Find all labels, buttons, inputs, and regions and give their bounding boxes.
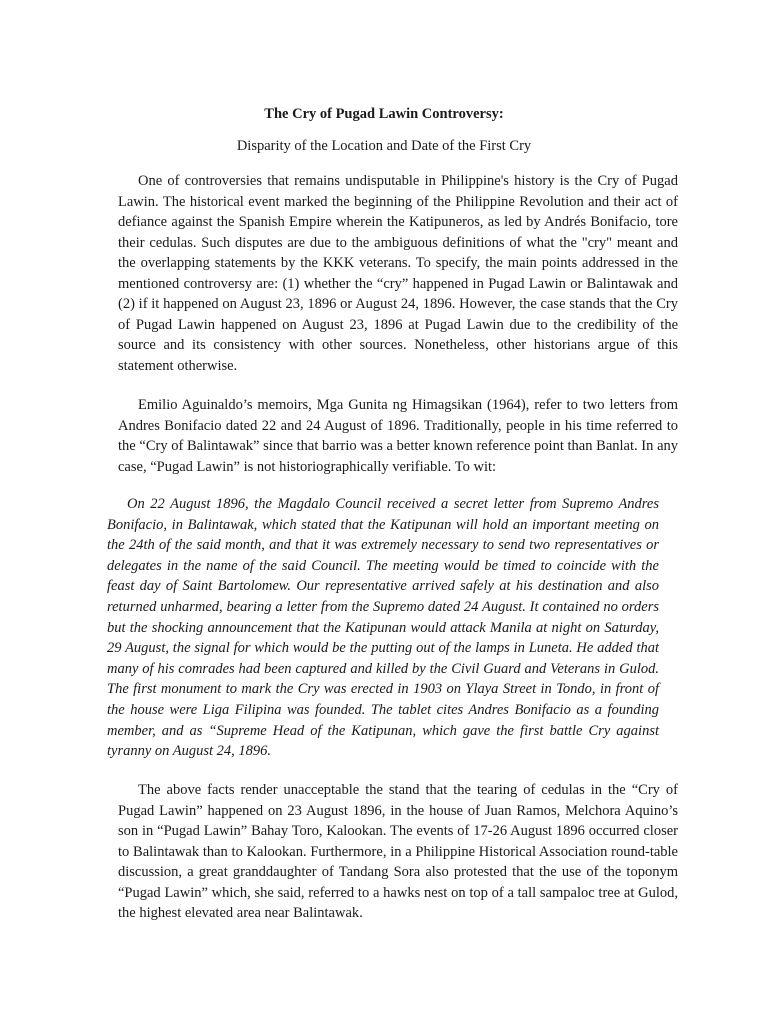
document-subtitle: Disparity of the Location and Date of the First Cry (236, 138, 532, 154)
paragraph-intro: One of controversies that remains undisputable in Philippine's history is the Cry of Pugad Lawin. The historical event marked the beginning of the Philippine Revolution and their act of defiance against the Spanish Empire wherein the Katipuneros, as led by Andrés Bonifacio, tore their cedulas. Such disputes are due to the ambiguous definitions of what the "cry" meant and the overlapping statements by the KKK veterans. To specify, the main points addressed in the mentioned controversy are: (1) whether the “cry” happened in Pugad Lawin or Balintawak and (2) if it happened on August 23, 1896 or August 24, 1896. However, the case stands that the Cry of Pugad Lawin happened on August 23, 1896 at Pugad Lawin due to the credibility of the source and its consistency with other sources. Nonetheless, other historians argue of this statement otherwise. (118, 173, 678, 374)
paragraph-conclusion: The above facts render unacceptable the stand that the tearing of cedulas in the “Cry of Pugad Lawin” happened on 23 August 1896, in the house of Juan Ramos, Melchora Aquino’s son in “Pugad Lawin” Bahay Toro, Kalookan. The events of 17-26 August 1896 occurred closer to Balintawak than to Kalookan. Furthermore, in a Philippine Historical Association round-table discussion, a great granddaughter of Tandang Sora also protested that the use of the toponym “Pugad Lawin” which, she said, referred to a hawks nest on top of a tall sampaloc tree at Gulod, the highest elevated area near Balintawak. (118, 782, 678, 921)
block-quote: On 22 August 1896, the Magdalo Council received a secret letter from Supremo Andres Bonifacio, in Balintawak, which stated that the Katipunan will hold an important meeting on the 24th of the said month, and that it was extremely necessary to send two representatives or delegates in the name of the said Council. The meeting would be timed to coincide with the feast day of Saint Bartolomew. Our representative arrived safely at his destination and also returned unharmed, bearing a letter from the Supremo dated 24 August. It contained no orders but the shocking announcement that the Katipunan would attack Manila at night on Saturday, 29 August, the signal for which would be the putting out of the lamps in Luneta. He added that many of his comrades had been captured and killed by the Civil Guard and Veterans in Gulod. The first monument to mark the Cry was erected in 1903 on Ylaya Street in Tondo, in front of the house were Liga Filipina was founded. The tablet cites Andres Bonifacio as a founding member, and as “Supreme Head of the Katipunan, which gave the first battle Cry against tyranny on August 24, 1896. (107, 496, 659, 760)
paragraph-aguinaldo-memoirs: Emilio Aguinaldo’s memoirs, Mga Gunita ng Himagsikan (1964), refer to two letters from Andres Bonifacio dated 22 and 24 August of 1896. Traditionally, people in his time referred to the “Cry of Balintawak” since that barrio was a better known reference point than Banlat. In any case, “Pugad Lawin” is not historiographically verifiable. To wit: (118, 397, 678, 475)
document-title: The Cry of Pugad Lawin Controversy: (264, 106, 504, 122)
